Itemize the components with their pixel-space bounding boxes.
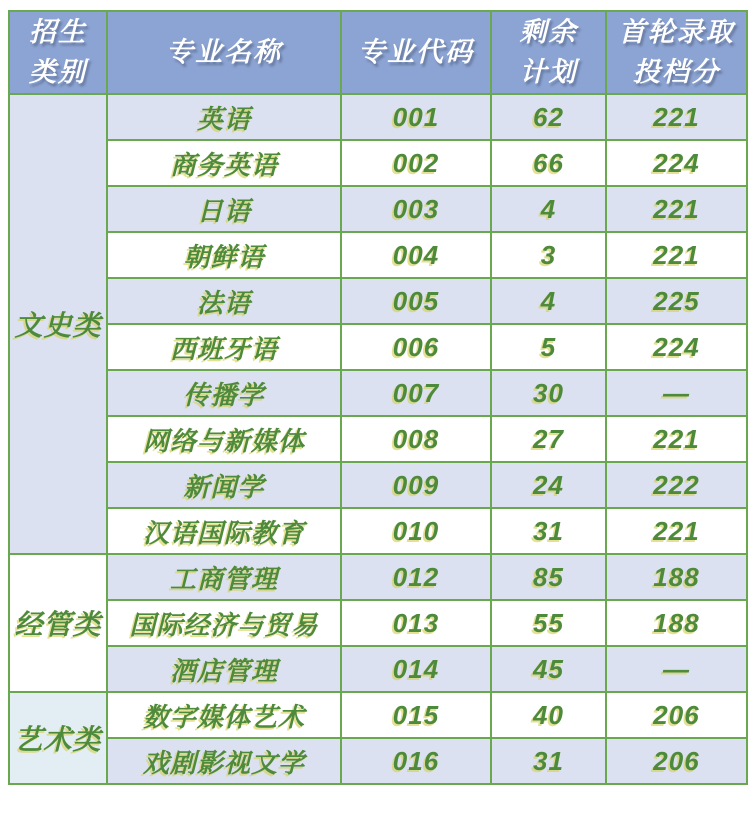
table-body: [9, 94, 747, 784]
major-cell: 英语: [107, 94, 341, 140]
remaining-cell: 4: [491, 278, 606, 324]
major-cell: 酒店管理: [107, 646, 341, 692]
major-cell: 工商管理: [107, 554, 341, 600]
remaining-cell: 62: [491, 94, 606, 140]
score-cell: —: [606, 646, 747, 692]
table-row: [9, 738, 747, 784]
score-cell: 224: [606, 324, 747, 370]
remaining-cell: 31: [491, 738, 606, 784]
score-cell: 206: [606, 692, 747, 738]
table-row: [9, 554, 747, 600]
score-cell: —: [606, 370, 747, 416]
code-cell: 006: [341, 324, 491, 370]
major-cell: 日语: [107, 186, 341, 232]
remaining-cell: 45: [491, 646, 606, 692]
score-cell: 221: [606, 186, 747, 232]
admissions-table: [8, 10, 748, 785]
table-row: [9, 278, 747, 324]
remaining-cell: 24: [491, 462, 606, 508]
table-row: [9, 232, 747, 278]
code-cell: 002: [341, 140, 491, 186]
score-cell: 188: [606, 554, 747, 600]
score-cell: 188: [606, 600, 747, 646]
major-cell: 网络与新媒体: [107, 416, 341, 462]
table-row: [9, 94, 747, 140]
code-cell: 016: [341, 738, 491, 784]
header-row: [9, 11, 747, 94]
table-row: [9, 508, 747, 554]
code-cell: 012: [341, 554, 491, 600]
category-cell: 艺术类: [9, 692, 107, 784]
column-header-code: 专业代码: [341, 11, 491, 94]
major-cell: 数字媒体艺术: [107, 692, 341, 738]
code-cell: 009: [341, 462, 491, 508]
score-cell: 221: [606, 94, 747, 140]
score-cell: 221: [606, 508, 747, 554]
table-row: [9, 416, 747, 462]
major-cell: 商务英语: [107, 140, 341, 186]
column-header-category: 招生 类别: [9, 11, 107, 94]
major-cell: 传播学: [107, 370, 341, 416]
score-cell: 224: [606, 140, 747, 186]
major-cell: 戏剧影视文学: [107, 738, 341, 784]
major-cell: 法语: [107, 278, 341, 324]
code-cell: 004: [341, 232, 491, 278]
table-row: [9, 692, 747, 738]
code-cell: 001: [341, 94, 491, 140]
remaining-cell: 3: [491, 232, 606, 278]
code-cell: 014: [341, 646, 491, 692]
table-row: [9, 462, 747, 508]
table-row: [9, 140, 747, 186]
code-cell: 008: [341, 416, 491, 462]
major-cell: 新闻学: [107, 462, 341, 508]
table-header: [9, 11, 747, 94]
score-cell: 206: [606, 738, 747, 784]
remaining-cell: 31: [491, 508, 606, 554]
category-cell: 经管类: [9, 554, 107, 692]
column-header-score: 首轮录取 投档分: [606, 11, 747, 94]
code-cell: 013: [341, 600, 491, 646]
table-row: [9, 646, 747, 692]
table-row: [9, 370, 747, 416]
code-cell: 007: [341, 370, 491, 416]
major-cell: 西班牙语: [107, 324, 341, 370]
column-header-major: 专业名称: [107, 11, 341, 94]
major-cell: 汉语国际教育: [107, 508, 341, 554]
score-cell: 225: [606, 278, 747, 324]
category-cell: 文史类: [9, 94, 107, 554]
remaining-cell: 66: [491, 140, 606, 186]
table-row: [9, 600, 747, 646]
major-cell: 朝鲜语: [107, 232, 341, 278]
code-cell: 015: [341, 692, 491, 738]
remaining-cell: 55: [491, 600, 606, 646]
remaining-cell: 5: [491, 324, 606, 370]
score-cell: 221: [606, 232, 747, 278]
code-cell: 010: [341, 508, 491, 554]
code-cell: 005: [341, 278, 491, 324]
table-row: [9, 186, 747, 232]
column-header-remaining: 剩余 计划: [491, 11, 606, 94]
table-row: [9, 324, 747, 370]
score-cell: 221: [606, 416, 747, 462]
code-cell: 003: [341, 186, 491, 232]
remaining-cell: 40: [491, 692, 606, 738]
remaining-cell: 30: [491, 370, 606, 416]
remaining-cell: 4: [491, 186, 606, 232]
major-cell: 国际经济与贸易: [107, 600, 341, 646]
remaining-cell: 27: [491, 416, 606, 462]
remaining-cell: 85: [491, 554, 606, 600]
score-cell: 222: [606, 462, 747, 508]
